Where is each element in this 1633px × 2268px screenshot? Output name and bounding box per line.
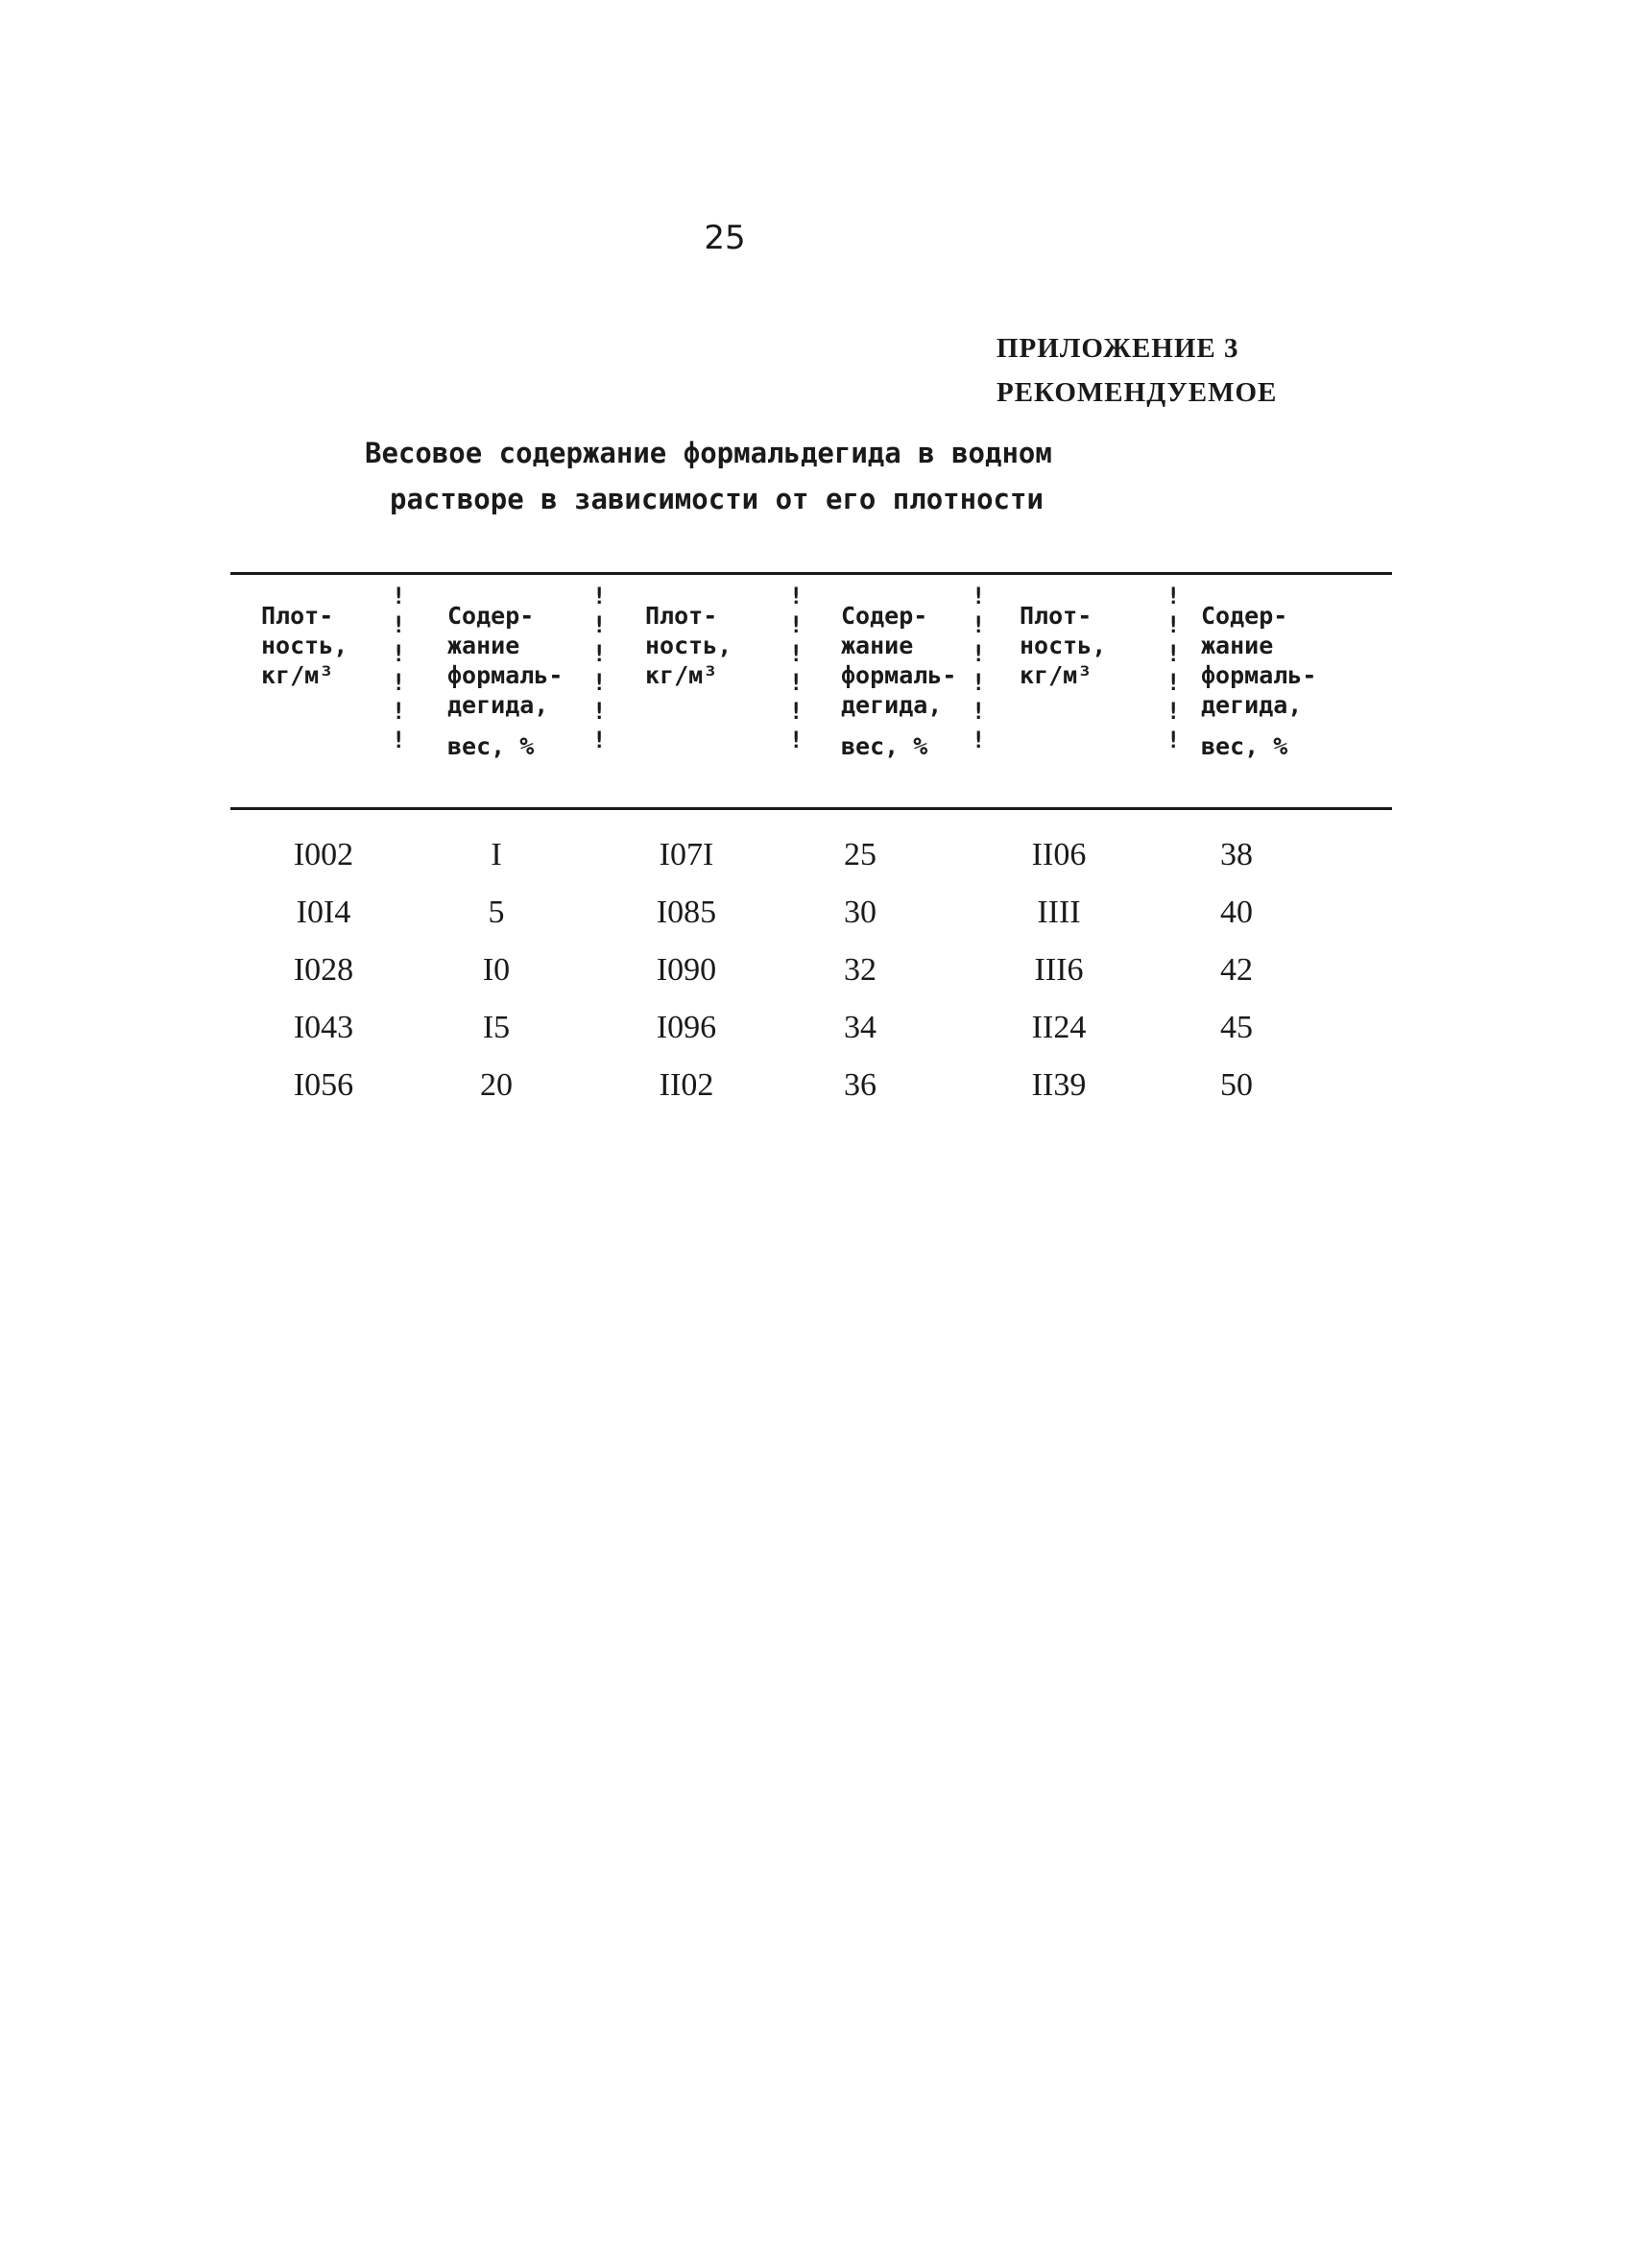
appendix-line-1: ПРИЛОЖЕНИЕ 3 xyxy=(997,333,1239,364)
title-line-1: Весовое содержание формальдегида в водном xyxy=(365,437,1052,469)
header-line: Плот- xyxy=(261,602,334,630)
density-cell: I07I xyxy=(659,837,714,872)
header-line: вес, % xyxy=(841,732,928,760)
header-content-1 xyxy=(447,601,563,761)
density-cell: II24 xyxy=(1031,1010,1087,1045)
density-cell: I096 xyxy=(656,1010,717,1045)
content-cell: 36 xyxy=(844,1067,877,1103)
title-line-2: растворе в зависимости от его плотности xyxy=(390,483,1044,515)
density-cell: II39 xyxy=(1031,1067,1087,1103)
density-cell: II06 xyxy=(1031,837,1087,872)
content-cell: 42 xyxy=(1220,952,1253,988)
header-line: дегида, xyxy=(1201,691,1303,719)
column-separator: ! ! ! ! ! ! xyxy=(592,583,607,753)
density-cell: IIII xyxy=(1037,895,1081,930)
header-line: вес, % xyxy=(1201,732,1288,760)
table-title xyxy=(365,430,1133,522)
header-line: жание xyxy=(447,632,520,659)
content-cell: 34 xyxy=(844,1010,877,1045)
header-line: дегида, xyxy=(841,691,943,719)
density-cell: I0I4 xyxy=(296,895,351,930)
density-cell: I043 xyxy=(293,1010,354,1045)
header-line: вес, % xyxy=(447,732,535,760)
header-content-2 xyxy=(841,601,956,761)
header-line: Плот- xyxy=(645,602,718,630)
content-cell: I xyxy=(491,837,502,872)
column-separator: ! ! ! ! ! ! xyxy=(392,583,406,753)
content-cell: 20 xyxy=(480,1067,513,1103)
density-cell: I085 xyxy=(656,895,717,930)
content-cell: 30 xyxy=(844,895,877,930)
header-line: Содер- xyxy=(447,602,535,630)
appendix-line-2: РЕКОМЕНДУЕМОЕ xyxy=(997,377,1278,408)
header-line: формаль- xyxy=(447,661,564,689)
density-cell: I090 xyxy=(656,952,717,988)
column-separator: ! ! ! ! ! ! xyxy=(1166,583,1181,753)
page-number: 25 xyxy=(704,219,746,257)
header-line: формаль- xyxy=(841,661,957,689)
table-row xyxy=(0,895,1633,952)
header-density-3 xyxy=(1020,601,1106,690)
header-density-1 xyxy=(261,601,348,690)
header-density-2 xyxy=(645,601,732,690)
content-cell: 32 xyxy=(844,952,877,988)
content-cell: 25 xyxy=(844,837,877,872)
header-line: ность, xyxy=(645,632,732,659)
content-cell: I0 xyxy=(482,952,511,988)
density-cell: I056 xyxy=(293,1067,354,1103)
header-line: ность, xyxy=(1020,632,1107,659)
density-cell: III6 xyxy=(1034,952,1084,988)
header-line: Плот- xyxy=(1020,602,1093,630)
table-row xyxy=(0,1067,1633,1125)
table-top-rule xyxy=(230,572,1392,575)
header-content-3 xyxy=(1201,601,1316,761)
header-line: кг/м³ xyxy=(261,661,334,689)
density-cell: I028 xyxy=(293,952,354,988)
content-cell: 5 xyxy=(488,895,505,930)
header-line: формаль- xyxy=(1201,661,1317,689)
content-cell: 38 xyxy=(1220,837,1253,872)
density-cell: II02 xyxy=(659,1067,714,1103)
table-row xyxy=(0,837,1633,895)
column-separator: ! ! ! ! ! ! xyxy=(789,583,804,753)
table-row xyxy=(0,952,1633,1010)
table-row xyxy=(0,1010,1633,1067)
content-cell: 40 xyxy=(1220,895,1253,930)
header-line: дегида, xyxy=(447,691,549,719)
content-cell: I5 xyxy=(482,1010,511,1045)
header-line: жание xyxy=(841,632,914,659)
header-line: кг/м³ xyxy=(1020,661,1093,689)
density-cell: I002 xyxy=(293,837,354,872)
column-separator: ! ! ! ! ! ! xyxy=(972,583,986,753)
header-line: кг/м³ xyxy=(645,661,718,689)
content-cell: 45 xyxy=(1220,1010,1253,1045)
content-cell: 50 xyxy=(1220,1067,1253,1103)
appendix-label xyxy=(997,326,1277,415)
header-line: жание xyxy=(1201,632,1274,659)
header-line: Содер- xyxy=(1201,602,1288,630)
header-line: ность, xyxy=(261,632,348,659)
table-header-rule xyxy=(230,807,1392,810)
header-line: Содер- xyxy=(841,602,928,630)
